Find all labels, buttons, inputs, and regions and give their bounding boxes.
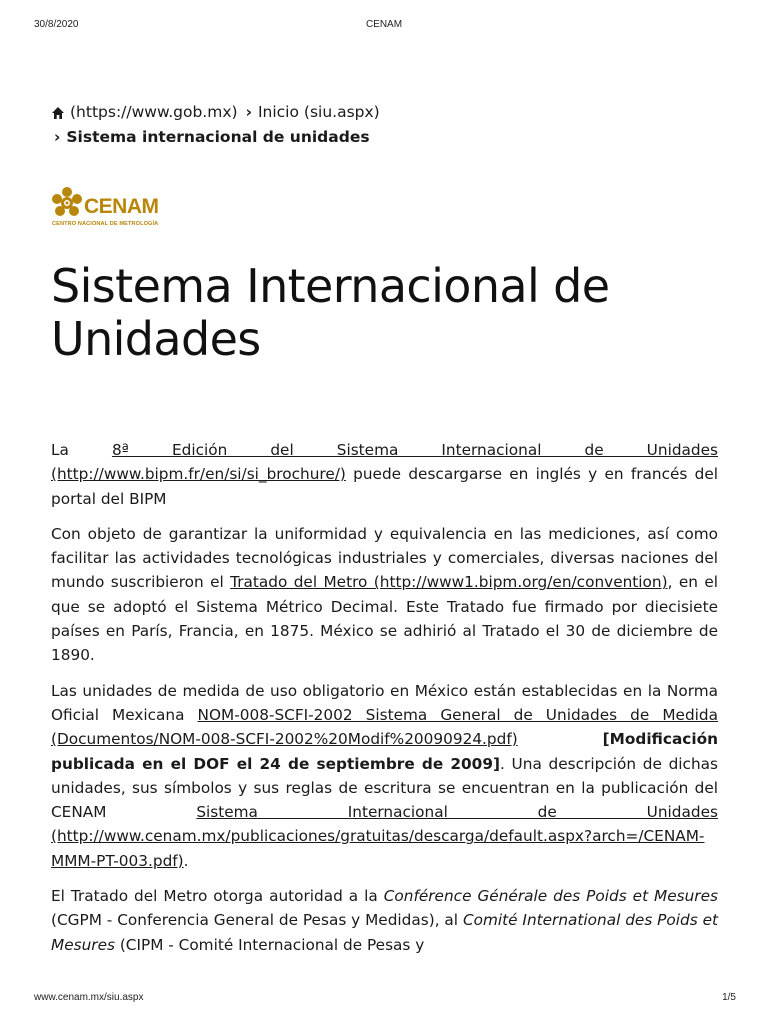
page-content bbox=[51, 100, 718, 968]
si-brochure-link[interactable]: 8ª Edición del Sistema Internacional de Unidades (http://www.bipm.fr/en/si/si_brochure/) bbox=[51, 441, 718, 484]
breadcrumb-row-2 bbox=[51, 125, 718, 150]
cipm-name: Comité International des Poids et Mesures bbox=[51, 911, 718, 954]
dof-note: [Modificación publicada en el DOF el 24 de septiembre de 2009] bbox=[51, 730, 718, 773]
text: , en el que se adoptó el Sistema Métrico Decimal. Este Tratado fue firmado por diecisiete países en París, Francia, en 1875. México se adhirió al Tratado el 30 de diciembre de 1890. bbox=[51, 573, 718, 665]
paragraph-4 bbox=[51, 884, 718, 957]
cenam-si-publication-link[interactable]: Sistema Internacional de Unidades (http://www.cenam.mx/publicaciones/gratuitas/descarga/default.aspx?arch=/CENAM-MMM-PT-003.pdf) bbox=[51, 803, 718, 870]
text: (CIPM - Comité Internacional de Pesas y bbox=[114, 935, 425, 954]
chevron-right-icon: › bbox=[54, 128, 61, 146]
text: . Una descripción de dichas unidades, sus símbolos y sus reglas de escritura se encuentran en la publicación del CENAM bbox=[51, 754, 718, 822]
text: (CGPM - Conferencia General de Pesas y Medidas), al bbox=[51, 911, 463, 930]
logo-name: CENAM bbox=[84, 195, 159, 218]
paragraph-2 bbox=[51, 522, 718, 668]
logo-subtitle: CENTRO NACIONAL DE METROLOGÍA bbox=[52, 221, 159, 227]
article-body bbox=[51, 438, 718, 957]
nom-008-link[interactable]: NOM-008-SCFI-2002 Sistema General de Unidades de Medida (Documentos/NOM-008-SCFI-2002%20Modif%20090924.pdf) bbox=[51, 705, 718, 749]
page-title: Sistema Internacional de Unidades bbox=[51, 259, 610, 366]
paragraph-3 bbox=[51, 679, 718, 873]
cenam-logo[interactable] bbox=[51, 186, 718, 236]
breadcrumb-row-1 bbox=[51, 100, 718, 125]
breadcrumb-current: Sistema internacional de unidades bbox=[66, 128, 370, 146]
breadcrumb bbox=[51, 100, 718, 150]
text: El Tratado del Metro otorga autoridad a la bbox=[51, 887, 384, 906]
text: Con objeto de garantizar la uniformidad y equivalencia en las mediciones, así como facilitar las actividades tecnológicas industriales y comerciales, diversas naciones del mundo suscribieron el bbox=[51, 524, 718, 592]
breadcrumb-home-link[interactable]: (https://www.gob.mx) bbox=[70, 103, 238, 121]
text: La bbox=[51, 441, 112, 459]
logo-text bbox=[52, 186, 159, 227]
text: . bbox=[183, 851, 189, 870]
print-page-number: 1/5 bbox=[722, 992, 736, 1003]
text: puede descargarse en inglés y en francés del portal del BIPM bbox=[51, 465, 718, 508]
print-url: www.cenam.mx/siu.aspx bbox=[34, 992, 144, 1003]
print-date: 30/8/2020 bbox=[34, 19, 79, 30]
text bbox=[518, 730, 603, 748]
home-icon[interactable] bbox=[51, 106, 65, 120]
paragraph-1 bbox=[51, 438, 718, 511]
text: Las unidades de medida de uso obligatorio en México están establecidas en la Norma Oficial Mexicana bbox=[51, 681, 718, 724]
cenam-emblem-icon bbox=[51, 186, 83, 224]
breadcrumb-inicio-link[interactable]: Inicio (siu.aspx) bbox=[257, 103, 380, 121]
cgpm-name: Conférence Générale des Poids et Mesures bbox=[383, 887, 718, 906]
chevron-right-icon: › bbox=[245, 103, 252, 121]
print-title: CENAM bbox=[365, 19, 403, 30]
tratado-metro-link[interactable]: Tratado del Metro (http://www1.bipm.org/en/convention) bbox=[230, 573, 668, 592]
